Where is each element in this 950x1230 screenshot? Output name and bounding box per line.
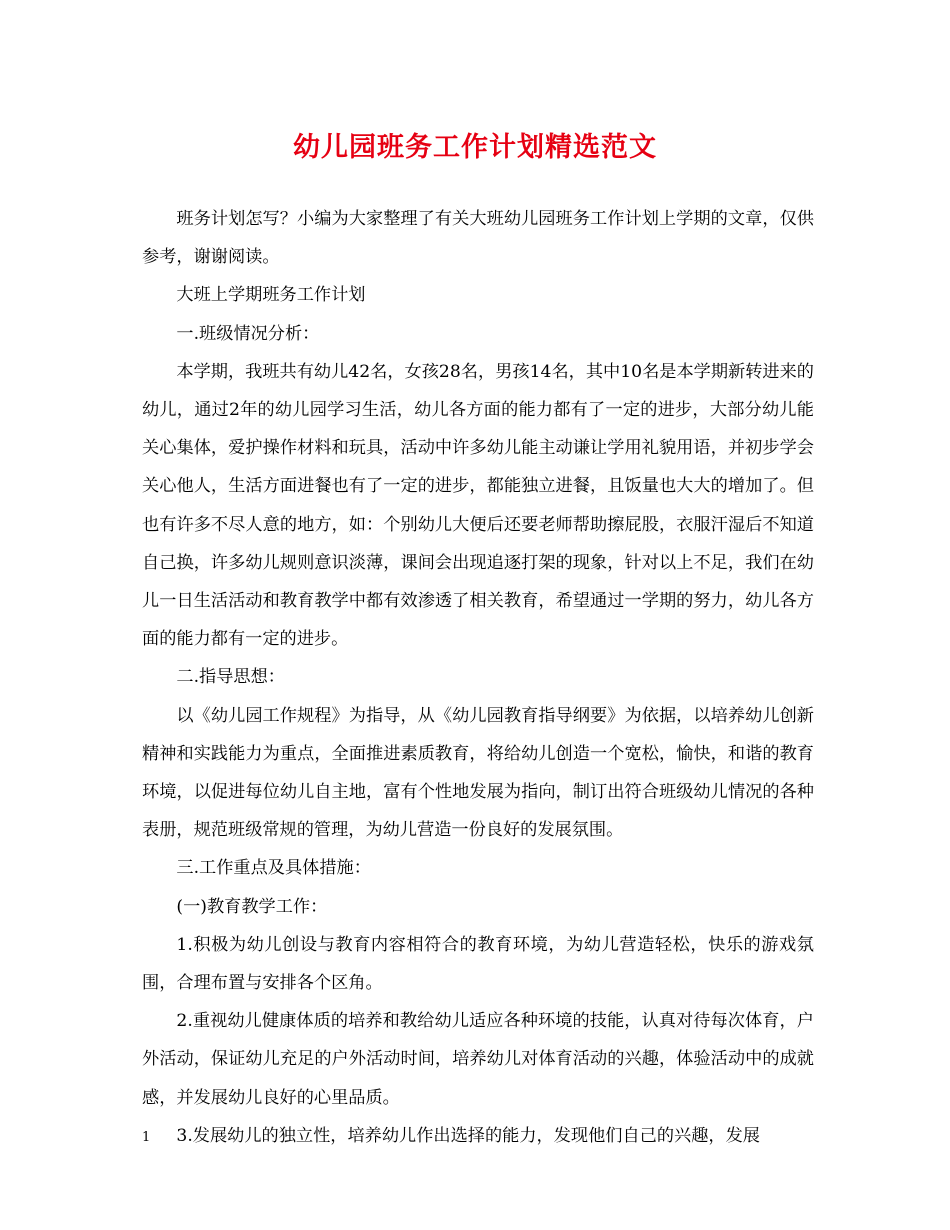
document-body bbox=[142, 200, 814, 1155]
paragraph: 以《幼儿园工作规程》为指导，从《幼儿园教育指导纲要》为依据，以培养幼儿创新精神和实践能力为重点，全面推进素质教育，将给幼儿创造一个宽松，愉快，和谐的教育环境，以促进每位幼儿自主地，富有个性地发展为指向，制订出符合班级幼儿情况的各种表册，规范班级常规的管理，为幼儿营造一份良好的发展氛围。 bbox=[142, 705, 814, 841]
list-item: 3.发展幼儿的独立性，培养幼儿作出选择的能力，发现他们自己的兴趣，发展 bbox=[176, 1125, 760, 1146]
paragraph: 大班上学期班务工作计划 bbox=[176, 285, 366, 306]
section-heading: 一.班级情况分析： bbox=[176, 323, 320, 344]
list-item: 2.重视幼儿健康体质的培养和教给幼儿适应各种环境的技能，认真对待每次体育，户外活动，保证幼儿充足的户外活动时间，培养幼儿对体育活动的兴趣，体验活动中的成就感，并发展幼儿良好的心里品质。 bbox=[142, 1011, 814, 1108]
subsection-heading: (一)教育教学工作： bbox=[176, 896, 328, 917]
paragraph: 班务计划怎写？小编为大家整理了有关大班幼儿园班务工作计划上学期的文章，仅供参考，谢谢阅读。 bbox=[142, 209, 814, 268]
paragraph: 本学期，我班共有幼儿42名，女孩28名，男孩14名，其中10名是本学期新转进来的幼儿，通过2年的幼儿园学习生活，幼儿各方面的能力都有了一定的进步，大部分幼儿能关心集体，爱护操作材料和玩具，活动中许多幼儿能主动谦让学用礼貌用语，并初步学会关心他人，生活方面进餐也有了一定的进步，都能独立进餐，且饭量也大大的增加了。但也有许多不尽人意的地方，如：个别幼儿大便后还要老师帮助擦屁股，衣服汗湿后不知道自己换，许多幼儿规则意识淡薄，课间会出现追逐打架的现象，针对以上不足，我们在幼儿一日生活活动和教育教学中都有效渗透了相关教育，希望通过一学期的努力，幼儿各方面的能力都有一定的进步。 bbox=[142, 361, 814, 650]
section-heading: 二.指导思想： bbox=[176, 667, 285, 688]
list-item: 1.积极为幼儿创设与教育内容相符合的教育环境，为幼儿营造轻松，快乐的游戏氛围，合理布置与安排各个区角。 bbox=[142, 934, 814, 994]
page-number: 1 bbox=[142, 1130, 151, 1145]
document-title: 幼儿园班务工作计划精选范文 bbox=[293, 132, 657, 163]
section-heading: 三.工作重点及具体措施： bbox=[176, 858, 371, 879]
